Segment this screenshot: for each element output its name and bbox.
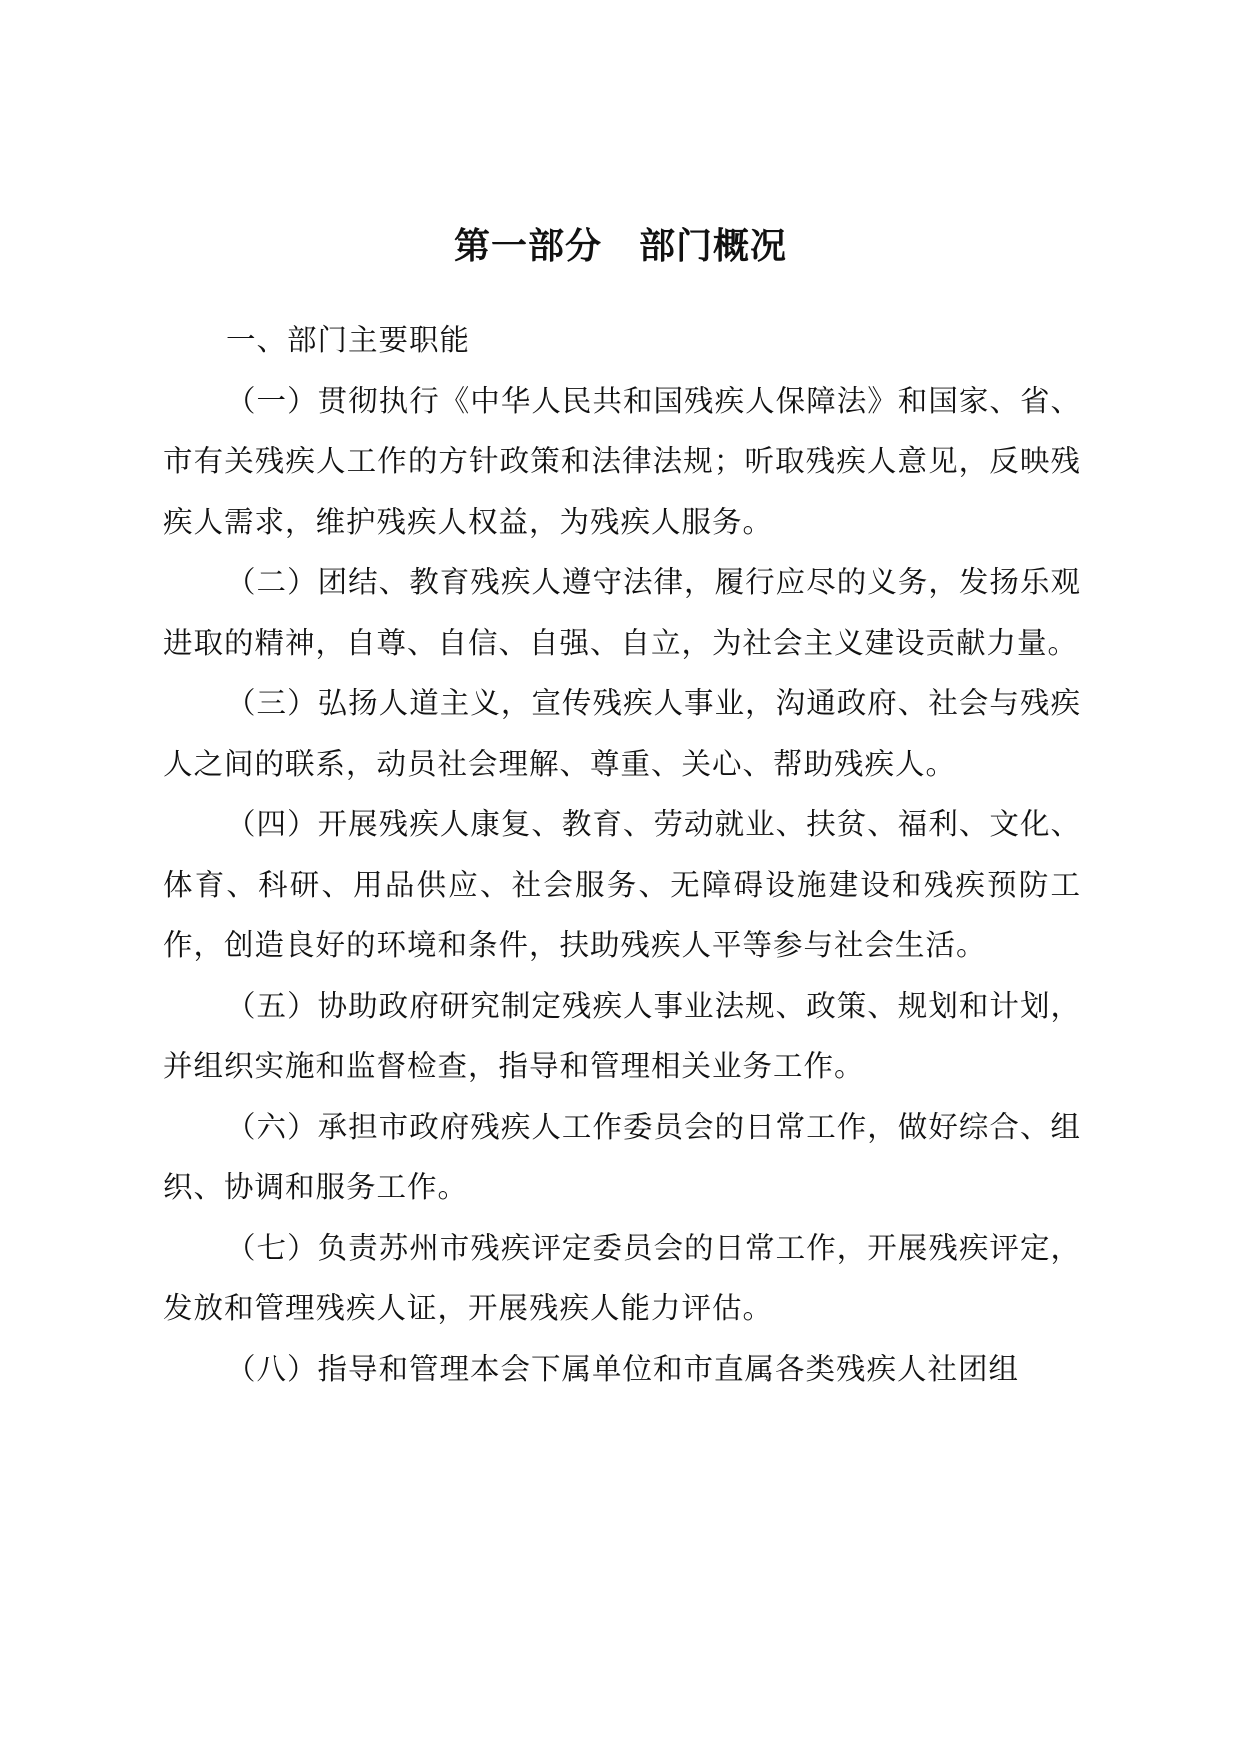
page-title: 第一部分 部门概况 xyxy=(453,226,787,267)
document-body xyxy=(163,310,1081,1399)
paragraph: （五）协助政府研究制定残疾人事业法规、政策、规划和计划，并组织实施和监督检查，指导和管理相关业务工作。 xyxy=(163,988,1081,1083)
paragraph: （八）指导和管理本会下属单位和市直属各类残疾人社团组 xyxy=(226,1351,1020,1386)
paragraph: （四）开展残疾人康复、教育、劳动就业、扶贫、福利、文化、体育、科研、用品供应、社会服务、无障碍设施建设和残疾预防工作，创造良好的环境和条件，扶助残疾人平等参与社会生活。 xyxy=(163,807,1081,962)
section-heading: 一、部门主要职能 xyxy=(226,323,471,357)
paragraph: （一）贯彻执行《中华人民共和国残疾人保障法》和国家、省、市有关残疾人工作的方针政策和法律法规；听取残疾人意见，反映残疾人需求，维护残疾人权益，为残疾人服务。 xyxy=(163,383,1081,539)
paragraph: （六）承担市政府残疾人工作委员会的日常工作，做好综合、组织、协调和服务工作。 xyxy=(163,1109,1081,1204)
paragraph: （三）弘扬人道主义，宣传残疾人事业，沟通政府、社会与残疾人之间的联系，动员社会理解、尊重、关心、帮助残疾人。 xyxy=(163,686,1081,781)
paragraph: （二）团结、教育残疾人遵守法律，履行应尽的义务，发扬乐观进取的精神，自尊、自信、自强、自立，为社会主义建设贡献力量。 xyxy=(163,565,1081,660)
paragraph: （七）负责苏州市残疾评定委员会的日常工作，开展残疾评定，发放和管理残疾人证，开展残疾人能力评估。 xyxy=(163,1230,1081,1325)
